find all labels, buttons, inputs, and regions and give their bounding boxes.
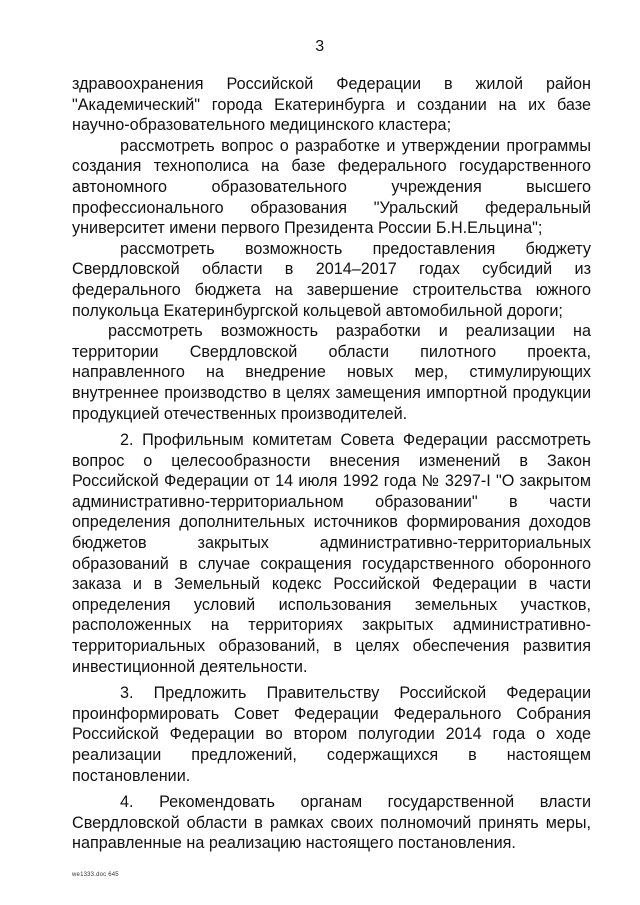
paragraph-item-2: 2. Профильным комитетам Совета Федерации рассмотреть вопрос о целесообразности внесения изменений в Закон Российской Федерации от 14 июля 1992 года № 3297-I "О закрытом административно-территориальном образовании" в части определения дополнительных источников формирования доходов бюджетов закрытых административно-территориальных образований в случае сокращения государственного оборонного заказа и в Земельный кодекс Российской Федерации в части определения условий использования земельных участков, расположенных на территориях закрытых административно-территориальных образований, в целях обеспечения развития инвестиционной деятельности. (72, 431, 591, 676)
document-body (72, 74, 591, 854)
page-number: 3 (315, 38, 325, 55)
paragraph-item-3: 3. Предложить Правительству Российской Федерации проинформировать Совет Федерации Федерального Собрания Российской Федерации во втором полугодии 2014 года о ходе реализации предложений, содержащихся в настоящем постановлении. (72, 684, 591, 785)
paragraph-item-4: 4. Рекомендовать органам государственной власти Свердловской области в рамках своих полномочий принять меры, направленные на реализацию настоящего постановления. (72, 793, 591, 853)
footer-file-reference: we1333.doc 645 (72, 872, 119, 878)
paragraph-subsidies-ring-road: рассмотреть возможность предоставления бюджету Свердловской области в 2014–2017 годах субсидий из федерального бюджета на завершение строительства южного полукольца Екатеринбургской кольцевой автомобильной дороги; (72, 239, 591, 320)
paragraph-technopolis: рассмотреть вопрос о разработке и утверждении программы создания технополиса на базе федерального государственного автономного образовательного учреждения высшего профессионального образования "Уральский федеральный университет имени первого Президента России Б.Н.Ельцина"; (72, 136, 591, 238)
paragraph-pilot-project: рассмотреть возможность разработки и реализации на территории Свердловской области пилотного проекта, направленного на внедрение новых мер, стимулирующих внутреннее производство в целях замещения импортной продукции продукцией отечественных производителей. (72, 322, 591, 423)
paragraph-continuation-healthcare: здравоохранения Российской Федерации в жилой район "Академический" города Екатеринбурга и создании на их базе научно-образовательного медицинского кластера; (72, 75, 591, 135)
